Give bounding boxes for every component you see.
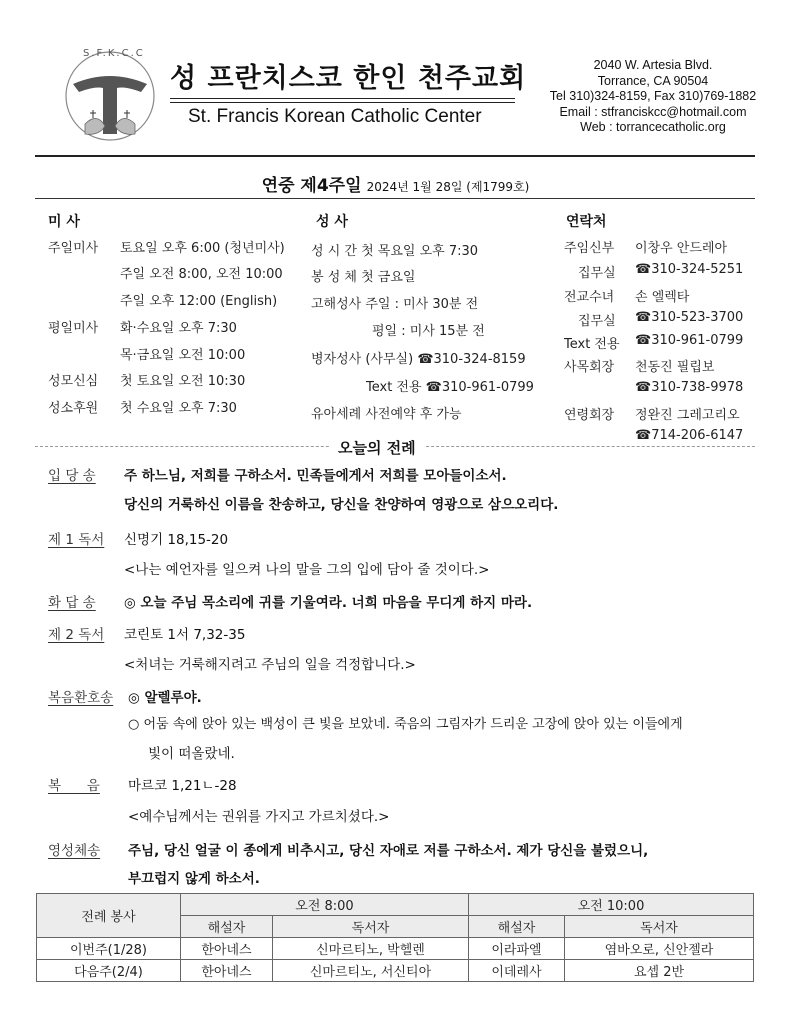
reader-cell: 요셉 2반 [565, 960, 754, 982]
reader-header: 독서자 [273, 916, 469, 938]
reading2-summary: <처녀는 거룩해지려고 주님의 일을 걱정합니다.> [124, 657, 416, 673]
sacrament-row: 유아세례 사전예약 후 가능 [311, 407, 462, 422]
contact-address-block [528, 58, 778, 136]
entrance-antiphon-1: 주 하느님, 저희를 구하소서. 민족들에게서 저희를 모아들이소서. [124, 468, 507, 484]
mass-text: 첫 수요일 오후 7:30 [120, 401, 237, 416]
entrance-label [48, 464, 96, 484]
reading1-ref: 신명기 18,15-20 [124, 532, 229, 548]
title-divider [170, 98, 515, 103]
contact-label: Text 전용 [564, 337, 620, 352]
liturgical-sunday: 연중 제4주일 [261, 176, 362, 196]
sacrament-row: 병자성사 (사무실) ☎310-324-8159 [311, 352, 526, 367]
table-corner: 전례 봉사 [37, 894, 181, 938]
contact-label: 주임신부 [564, 241, 615, 256]
week-cell: 다음주(2/4) [37, 960, 181, 982]
reader-cell: 염바오로, 신안젤라 [565, 938, 754, 960]
entrance-antiphon-2: 당신의 거룩하신 이름을 찬송하고, 당신을 찬양하여 영광으로 삼으오리다. [124, 497, 559, 513]
communion-antiphon-2: 부끄럽지 않게 하소서. [128, 871, 260, 887]
alleluia-label-text: 복음환호송 [48, 690, 114, 706]
reading1-label [48, 528, 104, 548]
mass-label: 주일미사 [48, 241, 99, 256]
issue-line [0, 171, 791, 196]
reading1-summary: <나는 예언자를 일으켜 나의 말을 그의 입에 담아 줄 것이다.> [124, 562, 490, 578]
sacrament-row: 성 시 간 첫 목요일 오후 7:30 [311, 244, 479, 259]
church-title-korean: 성 프란치스코 한인 천주교회 [170, 63, 527, 94]
sacrament-row: 봉 성 체 첫 금요일 [311, 270, 416, 285]
reader-header: 독서자 [565, 916, 754, 938]
mass-text: 화·수요일 오후 7:30 [120, 321, 237, 336]
mass-text: 첫 토요일 오전 10:30 [120, 374, 246, 389]
entrance-label-text: 입 당 송 [48, 468, 96, 484]
contact-text: 이창우 안드레아 [635, 241, 728, 256]
header-divider [35, 155, 755, 157]
contacts-heading: 연락처 [566, 214, 607, 230]
contact-phone[interactable]: ☎310-961-0799 [635, 333, 744, 348]
contact-phone[interactable]: ☎714-206-6147 [635, 428, 744, 443]
sacrament-row: 평일 : 미사 15분 전 [372, 324, 485, 339]
reading2-label-text: 제 2 독서 [48, 627, 105, 643]
liturgical-service-table [36, 893, 754, 982]
mass-label: 성소후원 [48, 401, 99, 416]
church-title-english: St. Francis Korean Catholic Center [188, 106, 482, 127]
sacrament-row: Text 전용 ☎310-961-0799 [366, 380, 534, 395]
mass-label: 평일미사 [48, 321, 99, 336]
contact-label: 집무실 [578, 266, 616, 281]
alleluia-verse-2: 빛이 떠올랐네. [148, 746, 235, 762]
contact-text: 정완진 그레고리오 [635, 408, 740, 423]
contact-label: 집무실 [578, 314, 616, 329]
logo-text: S.F.K.C.C [83, 48, 145, 59]
address-web[interactable]: Web : torrancecatholic.org [580, 120, 726, 134]
gospel-label-text: 복 음 [48, 778, 100, 794]
reader-cell: 신마르티노, 서신티아 [273, 960, 469, 982]
liturgy-title: 오늘의 전례 [330, 437, 424, 458]
address-street: 2040 W. Artesia Blvd. [593, 58, 713, 72]
alleluia-label [48, 686, 113, 706]
address-email[interactable]: Email : stfranciskcc@hotmail.com [559, 104, 747, 119]
communion-antiphon-1: 주님, 당신 얼굴 이 종에게 비추시고, 당신 자애로 저를 구하소서. 제가 당신을 불렀으니, [128, 843, 649, 859]
commentator-header: 해설자 [181, 916, 273, 938]
mass-time-header: 오전 8:00 [181, 894, 469, 916]
contact-phone[interactable]: ☎310-523-3700 [635, 310, 744, 325]
contact-label: 연령회장 [564, 408, 615, 423]
gospel-label [48, 774, 100, 794]
psalm-label-text: 화 답 송 [48, 595, 96, 611]
sacrament-row: 고해성사 주일 : 미사 30분 전 [311, 297, 479, 312]
responsorial-psalm: ◎ 오늘 주님 목소리에 귀를 기울여라. 너희 마음을 무디게 하지 마라. [124, 595, 533, 611]
alleluia: ◎ 알렐루야. [128, 690, 202, 706]
commentator-cell: 이데레사 [469, 960, 565, 982]
gospel-summary: <예수님께서는 권위를 가지고 가르치셨다.> [128, 809, 390, 825]
address-city: Torrance, CA 90504 [597, 73, 709, 88]
reading1-label-text: 제 1 독서 [48, 532, 105, 548]
address-phone: Tel 310)324-8159, Fax 310)769-1882 [549, 89, 757, 103]
contact-phone[interactable]: ☎310-738-9978 [635, 380, 744, 395]
contact-label: 사목회장 [564, 360, 615, 375]
commentator-cell: 이라파엘 [469, 938, 565, 960]
reading2-ref: 코린토 1서 7,32-35 [124, 627, 246, 643]
issue-date: 2024년 1월 28일 (제1799호) [366, 180, 530, 194]
commentator-cell: 한아네스 [181, 938, 273, 960]
church-logo [55, 46, 165, 146]
mass-label: 성모신심 [48, 374, 99, 389]
table-row [37, 960, 754, 982]
contact-text: 천동진 필립보 [635, 360, 715, 375]
mass-text: 주일 오후 12:00 (English) [120, 294, 278, 309]
mass-heading: 미 사 [48, 214, 80, 230]
psalm-label [48, 591, 96, 611]
reader-cell: 신마르티노, 박헬렌 [273, 938, 469, 960]
commentator-cell: 한아네스 [181, 960, 273, 982]
gospel-ref: 마르코 1,21ㄴ-28 [128, 778, 237, 794]
mass-time-header: 오전 10:00 [469, 894, 754, 916]
mass-text: 목·금요일 오전 10:00 [120, 348, 246, 363]
commentator-header: 해설자 [469, 916, 565, 938]
communion-label [48, 839, 100, 859]
contact-label: 전교수녀 [564, 290, 615, 305]
contact-text: 손 엘렉타 [635, 290, 690, 305]
sacraments-heading: 성 사 [316, 214, 348, 230]
communion-label-text: 영성체송 [48, 843, 101, 859]
mass-text: 토요일 오후 6:00 (청년미사) [120, 241, 285, 256]
week-cell: 이번주(1/28) [37, 938, 181, 960]
mass-text: 주일 오전 8:00, 오전 10:00 [120, 267, 283, 282]
reading2-label [48, 623, 104, 643]
issue-divider [35, 198, 755, 199]
table-row [37, 938, 754, 960]
alleluia-verse-1: ○ 어둠 속에 앉아 있는 백성이 큰 빛을 보았네. 죽음의 그림자가 드리운 고장에 앉아 있는 이들에게 [128, 717, 683, 732]
contact-phone[interactable]: ☎310-324-5251 [635, 262, 744, 277]
